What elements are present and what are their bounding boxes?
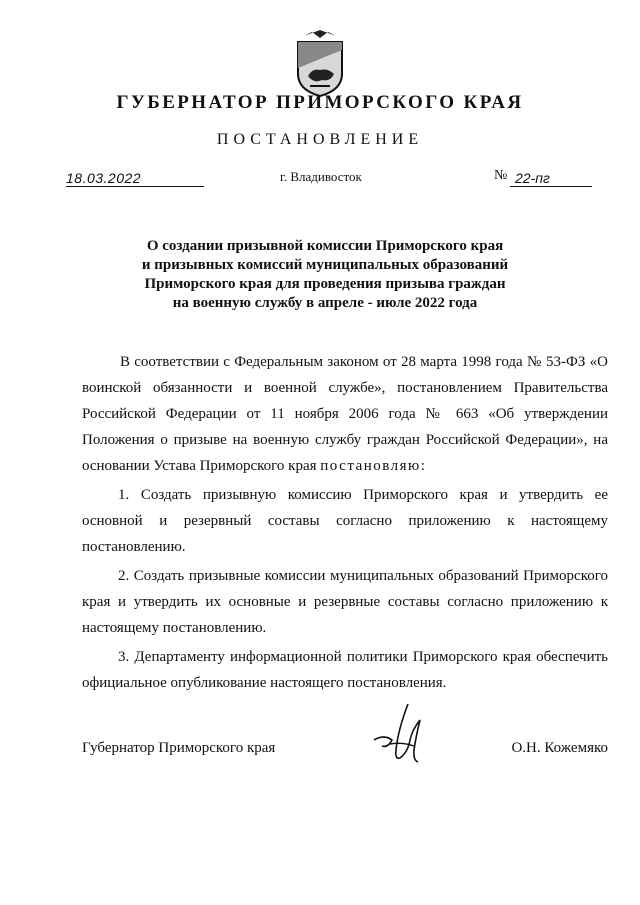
- document-date: 18.03.2022: [66, 170, 204, 187]
- signatory-name: О.Н. Кожемяко: [511, 740, 608, 756]
- document-city: г. Владивосток: [280, 169, 362, 184]
- signatory-position: Губернатор Приморского края: [82, 740, 276, 756]
- handwritten-signature: [368, 700, 438, 766]
- title-line: и призывных комиссий муниципальных образований: [141, 257, 509, 273]
- resolve-word: постановляю:: [320, 458, 427, 474]
- title-line: на военную службу в апреле - июле 2022 года: [172, 295, 478, 311]
- title-line: Приморского края для проведения призыва граждан: [144, 276, 506, 292]
- intro-text: В соответствии с Федеральным законом от 28 марта 1998 года № 53-ФЗ «О воинской обязанности и военной службе», постановлением Правительства Российской Федерации от 11 ноября 2006 года № 663 «Об утверждении Положения о призыве на военную службу граждан Российской Федерации», на основании Устава Приморского края: [82, 354, 608, 474]
- item-paragraph: 1. Создать призывную комиссию Приморского края и утвердить ее основной и резервный составы согласно приложению к настоящему постановлению.: [82, 487, 608, 555]
- intro-paragraph: [82, 349, 608, 479]
- item-paragraph: 2. Создать призывные комиссии муниципальных образований Приморского края и утвердить их основные и резервные составы согласно приложению к настоящему постановлению.: [82, 568, 608, 636]
- organization-title: ГУБЕРНАТОР ПРИМОРСКОГО КРАЯ: [116, 92, 524, 113]
- document-title: [80, 237, 570, 313]
- title-line: О создании призывной комиссии Приморского края: [146, 238, 504, 254]
- number-label: №: [494, 168, 508, 183]
- document-number: 22-пг: [510, 170, 592, 187]
- item-paragraph: 3. Департаменту информационной политики Приморского края обеспечить официальное опубликование настоящего постановления.: [82, 649, 608, 691]
- document-type: ПОСТАНОВЛЕНИЕ: [216, 131, 424, 148]
- coat-of-arms-icon: [292, 28, 348, 98]
- document-body: [82, 349, 608, 699]
